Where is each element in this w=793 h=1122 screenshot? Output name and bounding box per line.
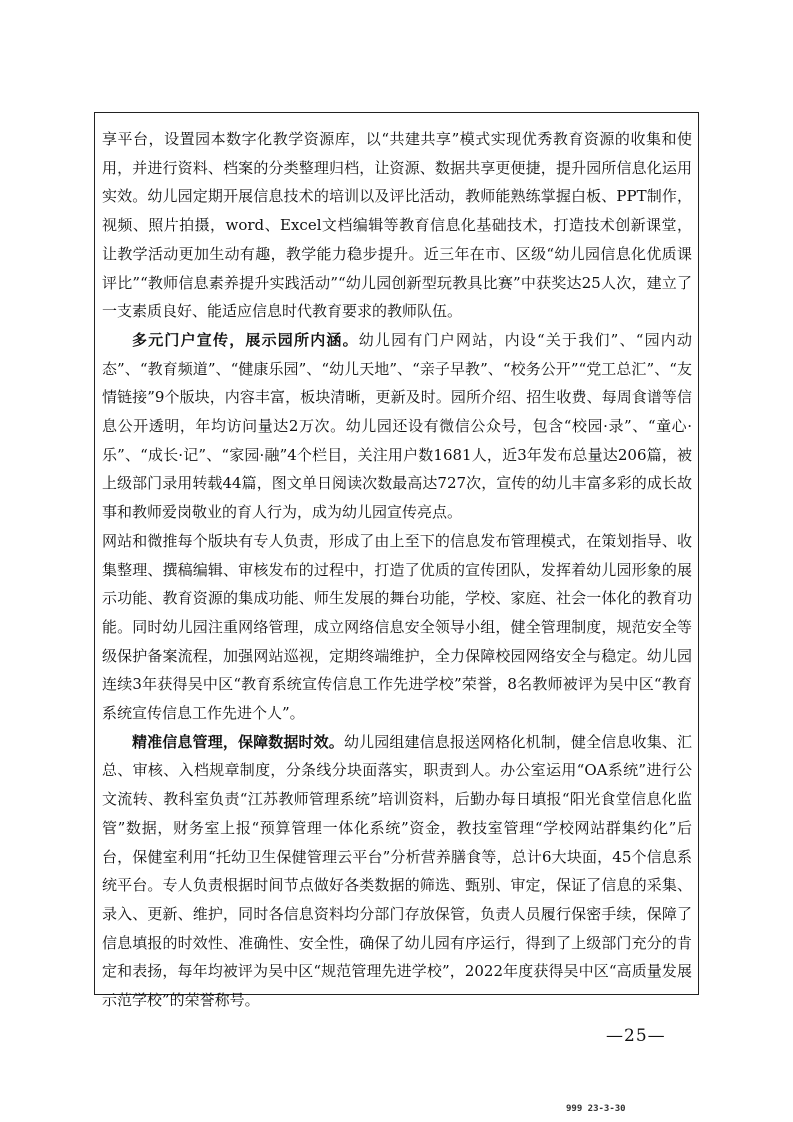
paragraph-lead-portal: 多元门户宣传，展示园所内涵。 [132, 330, 359, 349]
paragraph-body-portal: 幼儿园有门户网站，内设“关于我们”、“园内动态”、“教育频道”、“健康乐园”、“幼儿天地”、“亲子早教”、“校务公开”“党工总汇”、“友情链接”9个版块，内容丰富，板块清晰，更新及时。园所介绍、招生收费、每周食谱等信息公开透明，年均访问量达2万次。幼儿园还设有微信公众号，包含“校园·录”、“童心·乐”、“成长·记”、“家园·融”4个栏目，关注用户数1681人，近3年发布总量达206篇，被上级部门录用转载44篇，图文单日阅读次数最高达727次，宣传的幼儿丰富多彩的成长故事和教师爱岗敬业的育人行为，成为幼儿园宣传亮点。 [102, 330, 692, 522]
paragraph-body-information: 幼儿园组建信息报送网格化机制，健全信息收集、汇总、审核、入档规章制度，分条线分块面落实，职责到人。办公室运用“OA系统”进行公文流转、教科室负责“江苏教师管理系统”培训资料，后勤办每日填报“阳光食堂信息化监管”数据，财务室上报“预算管理一体化系统”资金，教技室管理“学校网站群集约化”后台，保健室利用“托幼卫生保健管理云平台”分析营养膳食等，总计6大块面，45个信息系统平台。专人负责根据时间节点做好各类数据的筛选、甄别、审定，保证了信息的采集、录入、更新、维护，同时各信息资料均分部门存放保管，负责人员履行保密手续，保障了信息填报的时效性、准确性、安全性，确保了幼儿园有序运行，得到了上级部门充分的肯定和表扬，每年均被评为吴中区“规范管理先进学校”，2022年度获得吴中区“高质量发展示范学校”的荣誉称号。 [102, 732, 692, 1010]
paragraph-portal-publicity [102, 326, 692, 527]
text-box-frame [94, 112, 699, 1010]
document-body [102, 125, 692, 1015]
print-stamp: 999 23-3-30 [566, 1104, 626, 1114]
page-number: —25— [606, 1026, 666, 1046]
paragraph-resource-sharing: 享平台，设置园本数字化教学资源库，以“共建共享”模式实现优秀教育资源的收集和使用，并进行资料、档案的分类整理归档，让资源、数据共享更便捷，提升园所信息化运用实效。幼儿园定期开展信息技术的培训以及评比活动，教师能熟练掌握白板、PPT制作，视频、照片拍摄，word、Excel文档编辑等教育信息化基础技术，打造技术创新课堂，让教学活动更加生动有趣，教学能力稳步提升。近三年在市、区级“幼儿园信息化优质课评比”“教师信息素养提升实践活动”“幼儿园创新型玩教具比赛”中获奖达25人次，建立了一支素质良好、能适应信息时代教育要求的教师队伍。 [102, 130, 692, 321]
paragraph-network-management: 网站和微推每个版块有专人负责，形成了由上至下的信息发布管理模式，在策划指导、收集整理、撰稿编辑、审核发布的过程中，打造了优质的宣传团队，发挥着幼儿园形象的展示功能、教育资源的集成功能、师生发展的舞台功能，学校、家庭、社会一体化的教育功能。同时幼儿园注重网络管理，成立网络信息安全领导小组，健全管理制度，规范安全等级保护备案流程，加强网站巡视，定期终端维护，全力保障校园网络安全与稳定。幼儿园连续3年获得吴中区“教育系统宣传信息工作先进学校”荣誉，8名教师被评为吴中区“教育系统宣传信息工作先进个人”。 [102, 531, 692, 723]
paragraph-lead-information: 精准信息管理，保障数据时效。 [132, 732, 344, 751]
paragraph-information-management [102, 728, 692, 1015]
